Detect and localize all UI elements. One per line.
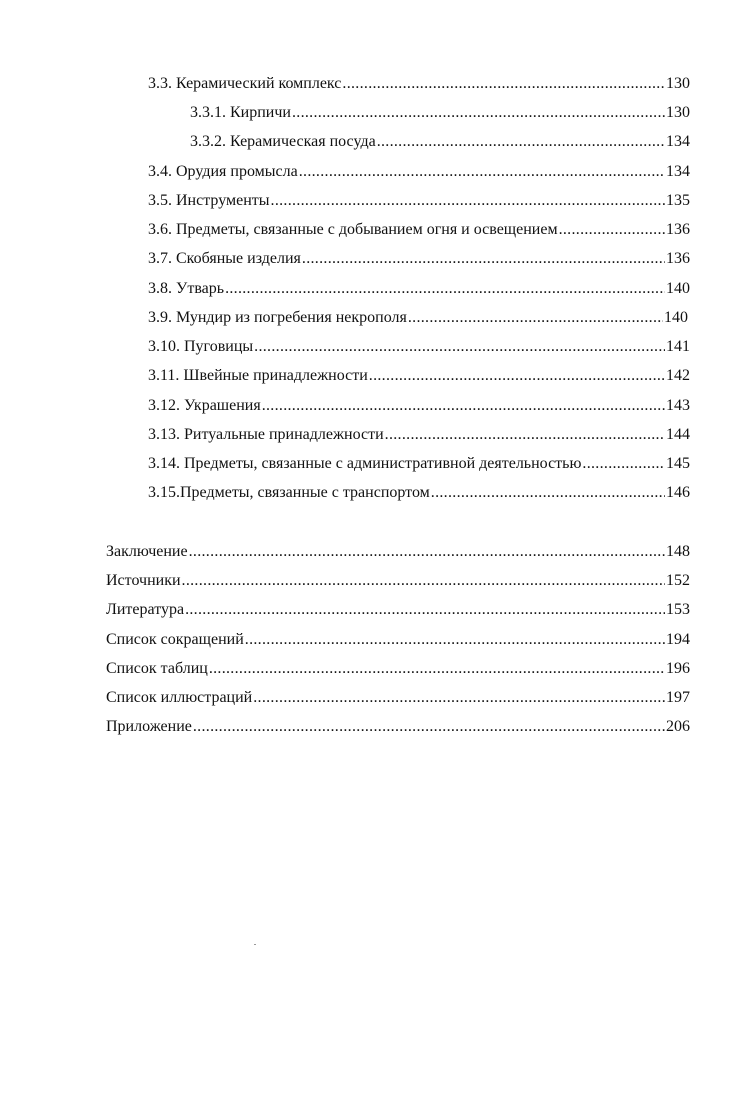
- toc-entry-page: 143: [666, 397, 690, 414]
- toc-entry-3-15[interactable]: [148, 483, 690, 503]
- toc-entry-page: 130: [666, 104, 690, 121]
- dot-leader: [262, 396, 665, 416]
- dot-leader: [271, 191, 665, 211]
- toc-entry-3-14[interactable]: [148, 454, 690, 474]
- dot-leader: [253, 688, 665, 708]
- toc-entry-abbreviations[interactable]: [106, 630, 690, 650]
- toc-entry-3-11[interactable]: [148, 366, 690, 386]
- dot-leader: [431, 483, 665, 503]
- toc-entry-3-3-2[interactable]: [190, 132, 690, 152]
- toc-entry-title: 3.3.1. Кирпичи: [190, 104, 291, 121]
- toc-entry-3-10[interactable]: [148, 337, 690, 357]
- toc-entry-page: 130: [666, 75, 690, 92]
- toc-entry-title: Приложение: [106, 718, 192, 735]
- toc-entry-3-13[interactable]: [148, 425, 690, 445]
- toc-entry-page: 142: [666, 367, 690, 384]
- dot-leader: [299, 162, 665, 182]
- toc-entry-title: 3.5. Инструменты: [148, 192, 270, 209]
- toc-entry-page: 206: [666, 718, 690, 735]
- toc-entry-title: 3.11. Швейные принадлежности: [148, 367, 368, 384]
- toc-entry-title: 3.12. Украшения: [148, 397, 261, 414]
- toc-entry-page: 197: [666, 689, 690, 706]
- toc-entry-page: 134: [666, 163, 690, 180]
- toc-entry-page: 136: [666, 250, 690, 267]
- toc-entry-page: 135: [666, 192, 690, 209]
- toc-entry-title: 3.6. Предметы, связанные с добыванием огня и освещением: [148, 221, 558, 238]
- toc-entry-title: 3.10. Пуговицы: [148, 338, 254, 355]
- toc-entry-title: Список сокращений: [106, 631, 244, 648]
- dot-leader: [302, 249, 665, 269]
- dot-leader: [408, 308, 663, 328]
- toc-entry-page: 134: [666, 133, 690, 150]
- toc-entry-title: 3.8. Утварь: [148, 280, 225, 297]
- toc-entry-3-8[interactable]: [148, 279, 690, 299]
- dot-leader: [377, 132, 665, 152]
- toc-entry-title: 3.3.2. Керамическая посуда: [190, 133, 376, 150]
- toc-entry-title: Литература: [106, 601, 185, 618]
- toc-entry-page: 146: [666, 484, 690, 501]
- dot-leader: [342, 74, 665, 94]
- toc-entry-title: Список таблиц: [106, 660, 208, 677]
- dot-leader: [559, 220, 665, 240]
- toc-entry-sources[interactable]: [106, 571, 690, 591]
- toc-entry-page: 194: [666, 631, 690, 648]
- toc-entry-3-9[interactable]: [148, 308, 688, 328]
- toc-entry-3-6[interactable]: [148, 220, 690, 240]
- toc-entry-title: Заключение: [106, 543, 188, 560]
- toc-entry-page: 152: [666, 572, 690, 589]
- toc-entry-page: 140: [664, 309, 688, 326]
- toc-entry-title: 3.15.Предметы, связанные с транспортом: [148, 484, 430, 501]
- dot-leader: [369, 366, 665, 386]
- dot-leader: [245, 630, 665, 650]
- dot-leader: [225, 279, 665, 299]
- toc-entry-literature[interactable]: [106, 600, 690, 620]
- dot-leader: [254, 337, 665, 357]
- toc-entry-3-5[interactable]: [148, 191, 690, 211]
- toc-entry-illustrations-list[interactable]: [106, 688, 690, 708]
- toc-entry-3-3[interactable]: [148, 74, 690, 94]
- toc-entry-page: 153: [666, 601, 690, 618]
- dot-leader: [189, 542, 665, 562]
- toc-entry-title: 3.14. Предметы, связанные с административной деятельностью: [148, 455, 582, 472]
- dot-leader: [582, 454, 665, 474]
- toc-entry-appendix[interactable]: [106, 717, 690, 737]
- toc-entry-tables-list[interactable]: [106, 659, 690, 679]
- toc-entry-3-7[interactable]: [148, 249, 690, 269]
- toc-entry-page: 136: [666, 221, 690, 238]
- toc-entry-title: Источники: [106, 572, 181, 589]
- dot-leader: [209, 659, 665, 679]
- toc-entry-title: Список иллюстраций: [106, 689, 253, 706]
- scan-speck: [254, 944, 256, 945]
- toc-entry-3-3-1[interactable]: [190, 103, 690, 123]
- toc-entry-page: 141: [666, 338, 690, 355]
- dot-leader: [385, 425, 665, 445]
- toc-entry-title: 3.13. Ритуальные принадлежности: [148, 426, 384, 443]
- toc-entry-3-4[interactable]: [148, 162, 690, 182]
- toc-entry-page: 140: [666, 280, 690, 297]
- toc-entry-page: 148: [666, 543, 690, 560]
- toc-entry-title: 3.9. Мундир из погребения некрополя: [148, 309, 407, 326]
- toc-entry-title: 3.7. Скобяные изделия: [148, 250, 301, 267]
- toc-entry-title: 3.4. Орудия промысла: [148, 163, 298, 180]
- toc-entry-page: 144: [666, 426, 690, 443]
- toc-entry-3-12[interactable]: [148, 396, 690, 416]
- toc-entry-conclusion[interactable]: [106, 542, 690, 562]
- toc-entry-page: 196: [666, 660, 690, 677]
- dot-leader: [193, 717, 665, 737]
- toc-entry-page: 145: [666, 455, 690, 472]
- dot-leader: [185, 600, 665, 620]
- dot-leader: [292, 103, 665, 123]
- toc-entry-title: 3.3. Керамический комплекс: [148, 75, 342, 92]
- dot-leader: [182, 571, 665, 591]
